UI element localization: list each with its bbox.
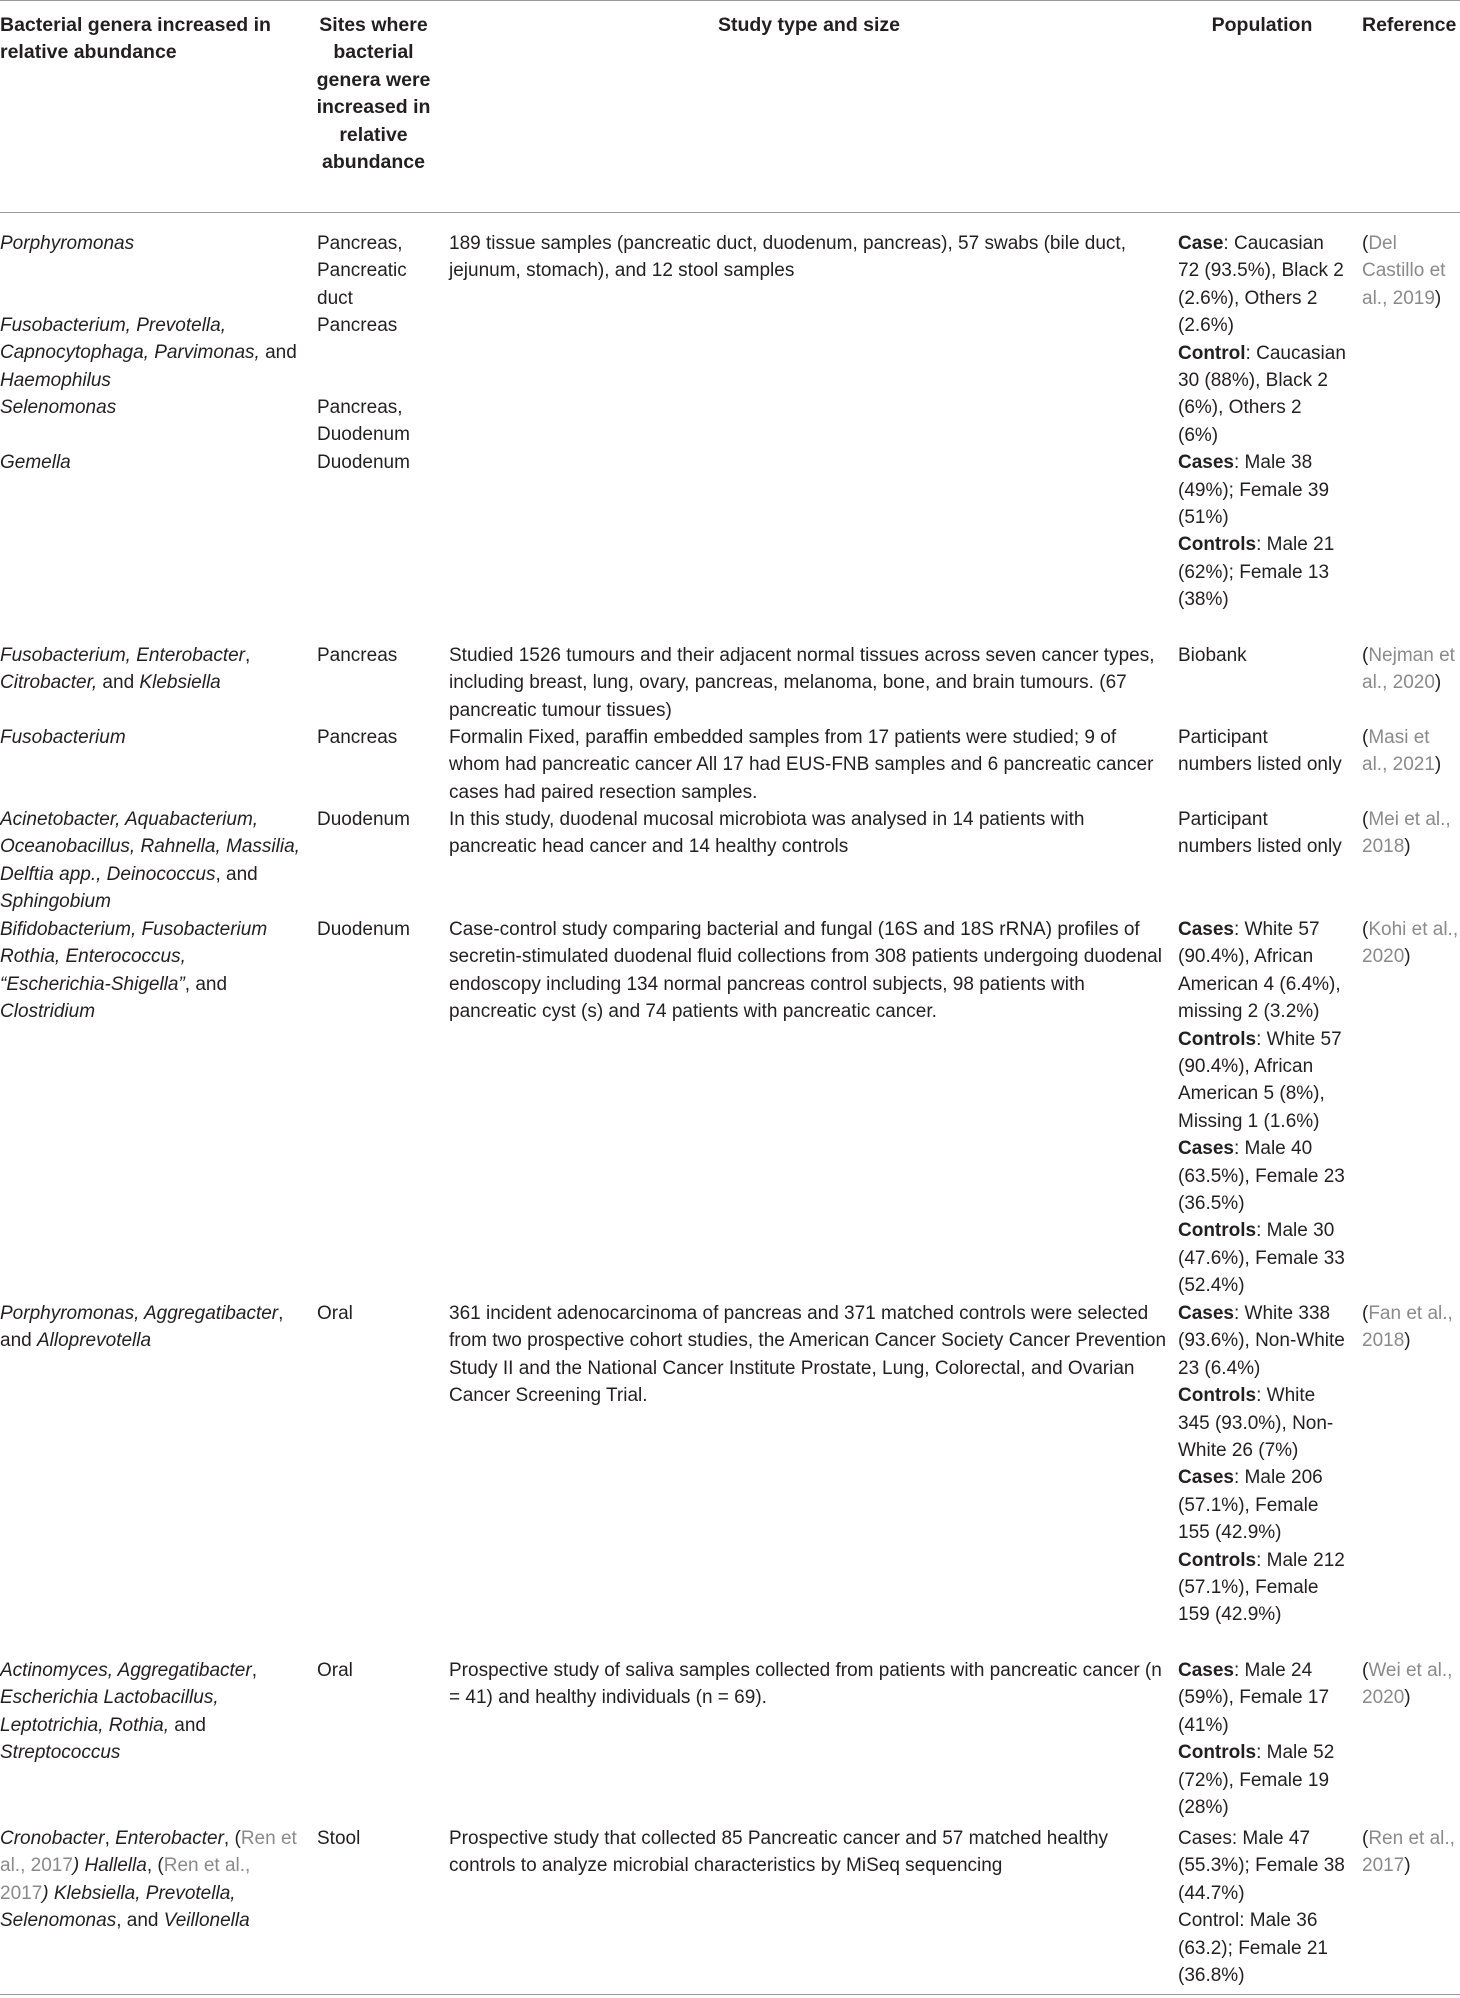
header-population: Population	[1211, 14, 1313, 36]
population-group-label: Controls	[1178, 1549, 1257, 1571]
reference-open-paren: (	[1362, 1828, 1369, 1849]
population-text: : Male 21 (62%); Female 13 (38%)	[1178, 534, 1335, 611]
population-text: : Caucasian 30 (88%), Black 2 (6%), Others 2 (6%)	[1178, 342, 1346, 446]
genus-text: Selenomonas	[0, 397, 117, 418]
genus-text: , and	[184, 973, 228, 995]
reference-link[interactable]: Ren et al., 2017	[1362, 1828, 1455, 1877]
header-rule	[0, 212, 1460, 213]
header-genera: Bacterial genera increased in relative abundance	[0, 14, 271, 64]
inline-reference-link[interactable]: Ren et al., 2017	[0, 1855, 251, 1904]
genus-text: , and	[116, 1910, 164, 1932]
population-entry	[1178, 1825, 1346, 1907]
genus-text: Sphingobium	[0, 891, 111, 913]
genera-cell	[0, 806, 300, 916]
genus-text: , (	[146, 1855, 164, 1877]
reference-link[interactable]: Nejman et al., 2020	[1362, 645, 1455, 694]
genera-cell	[0, 916, 300, 1026]
genus-text: Streptococcus	[0, 1742, 121, 1764]
population-text: : Caucasian 72 (93.5%), Black 2 (2.6%), Others 2 (2.6%)	[1178, 233, 1344, 337]
genus-text: Enterobacter	[115, 1828, 224, 1849]
study-cell: Prospective study that collected 85 Pancreatic cancer and 57 matched healthy controls to analyze microbial characteristics by MiSeq sequencing	[449, 1828, 1109, 1877]
reference-close-paren: )	[1404, 1687, 1411, 1709]
genus-text: Acinetobacter, Aquabacterium, Oceanobacillus, Rahnella, Massilia, Delftia app., Deinococcus	[0, 809, 300, 885]
reference-close-paren: )	[1404, 946, 1411, 968]
site-cell: Pancreas	[317, 315, 398, 336]
reference-close-paren: )	[1404, 1330, 1411, 1352]
population-cell	[1178, 230, 1346, 614]
population-text: : Male 24 (59%), Female 17 (41%)	[1178, 1660, 1330, 1736]
reference-link[interactable]: Fan et al., 2018	[1362, 1303, 1453, 1352]
study-cell: 189 tissue samples (pancreatic duct, duodenum, pancreas), 57 swabs (bile duct, jejunum, stomach), and 12 stool samples	[449, 233, 1126, 282]
reference-link[interactable]: Masi et al., 2021	[1362, 727, 1435, 776]
genus-text: and	[259, 342, 297, 364]
population-group-label: Case	[1178, 233, 1224, 254]
population-cell	[1178, 1825, 1346, 1989]
reference-link[interactable]: Wei et al., 2020	[1362, 1660, 1453, 1709]
site-cell: Pancreas, Pancreatic duct	[317, 233, 407, 309]
population-cell	[1178, 642, 1346, 669]
reference-cell	[1362, 724, 1460, 779]
genus-text: Klebsiella	[139, 672, 221, 694]
reference-close-paren: )	[1434, 672, 1442, 694]
site-cell: Oral	[317, 1660, 353, 1681]
reference-open-paren: (	[1362, 809, 1369, 830]
population-entry	[1178, 916, 1346, 1026]
site-cell: Duodenum	[317, 452, 410, 473]
population-group-label: Cases	[1178, 919, 1234, 940]
population-group-label: Controls	[1178, 1742, 1257, 1764]
population-entry	[1178, 1135, 1346, 1217]
genera-cell	[0, 1825, 300, 1935]
header-sites: Sites where bacterial genera were increased in relative abundance	[316, 14, 431, 174]
population-entry	[1178, 1907, 1346, 1989]
population-text: : Male 38 (49%); Female 39 (51%)	[1178, 452, 1330, 529]
genera-cell	[0, 449, 300, 476]
genera-cell	[0, 312, 300, 394]
population-entry	[1178, 1464, 1346, 1546]
reference-open-paren: (	[1362, 1303, 1369, 1324]
reference-open-paren: (	[1362, 727, 1369, 748]
population-entry	[1178, 1026, 1346, 1136]
reference-open-paren: (	[1362, 233, 1369, 254]
population-group-label: Cases	[1178, 1660, 1234, 1681]
reference-cell	[1362, 642, 1460, 697]
genus-text: Clostridium	[0, 1001, 96, 1023]
table-top-rule	[0, 0, 1460, 1]
reference-close-paren: )	[1434, 754, 1442, 776]
reference-cell	[1362, 1300, 1460, 1355]
site-cell: Duodenum	[317, 919, 410, 940]
genera-cell	[0, 394, 300, 421]
genus-text: Veillonella	[163, 1910, 250, 1932]
population-group-label: Controls	[1178, 534, 1257, 556]
reference-cell	[1362, 1657, 1460, 1712]
population-entry	[1178, 449, 1346, 531]
population-text: : White 57 (90.4%), African American 5 (8%), Missing 1 (1.6%)	[1178, 1028, 1342, 1132]
reference-close-paren: )	[1434, 287, 1442, 309]
population-entry	[1178, 724, 1346, 779]
population-group-label: Controls	[1178, 1028, 1257, 1050]
population-entry	[1178, 531, 1346, 613]
reference-close-paren: )	[1404, 836, 1411, 858]
population-entry	[1178, 1739, 1346, 1821]
header-study: Study type and size	[717, 14, 901, 36]
genus-text: Alloprevotella	[36, 1330, 152, 1352]
population-cell	[1178, 724, 1346, 779]
population-text: : White 57 (90.4%), African American 4 (6.4%), missing 2 (3.2%)	[1178, 919, 1341, 1023]
genus-text: , and	[0, 1303, 284, 1352]
genus-text: Haemophilus	[0, 369, 111, 391]
population-text: : Male 212 (57.1%), Female 159 (42.9%)	[1178, 1549, 1345, 1626]
site-cell: Stool	[317, 1828, 361, 1849]
genera-cell	[0, 724, 300, 751]
population-text: Cases: Male 47 (55.3%); Female 38 (44.7%)	[1178, 1828, 1345, 1904]
site-cell: Pancreas	[317, 645, 398, 666]
population-group-label: Cases	[1178, 1467, 1234, 1489]
population-group-label: Cases	[1178, 452, 1234, 474]
population-text: : Male 206 (57.1%), Female 155 (42.9%)	[1178, 1467, 1323, 1544]
population-entry	[1178, 806, 1346, 861]
genera-cell	[0, 642, 300, 697]
population-text: : Male 30 (47.6%), Female 33 (52.4%)	[1178, 1220, 1345, 1297]
genus-text: and	[97, 672, 140, 694]
population-group-label: Controls	[1178, 1220, 1257, 1242]
genus-text: Fusobacterium, Enterobacter	[0, 645, 246, 666]
study-cell: Prospective study of saliva samples collected from patients with pancreatic cancer (n = 41) and healthy individuals (n = 69).	[449, 1660, 1162, 1709]
genus-text: , and	[215, 863, 258, 885]
genus-text: ,	[245, 645, 251, 666]
genus-text: Actinomyces, Aggregatibacter	[0, 1660, 252, 1681]
genus-text: ,	[251, 1660, 257, 1681]
site-cell: Pancreas	[317, 727, 398, 748]
study-cell: Case-control study comparing bacterial and fungal (16S and 18S rRNA) profiles of secretin-stimulated duodenal fluid collections from 308 patients undergoing duodenal endoscopy including 134 normal pancreas control subjects, 98 patients with pancreatic cyst (s) and 74 patients with pancreatic cancer.	[449, 919, 1162, 1023]
population-entry	[1178, 1382, 1346, 1464]
population-cell	[1178, 1657, 1346, 1821]
study-cell: 361 incident adenocarcinoma of pancreas and 371 matched controls were selected from two prospective cohort studies, the American Cancer Society Cancer Prevention Study II and the National Cancer Institute Prostate, Lung, Colorectal, and Ovarian Cancer Screening Trial.	[449, 1303, 1167, 1407]
site-cell: Oral	[317, 1303, 353, 1324]
reference-link[interactable]: Mei et al., 2018	[1362, 809, 1451, 858]
study-cell: In this study, duodenal mucosal microbiota was analysed in 14 patients with pancreatic head cancer and 14 healthy controls	[449, 809, 1085, 858]
population-entry	[1178, 1547, 1346, 1629]
genus-text: Fusobacterium, Prevotella, Capnocytophaga, Parvimonas,	[0, 315, 260, 364]
genus-text: ) Klebsiella, Prevotella, Selenomonas	[0, 1882, 236, 1932]
population-group-label: Control	[1178, 342, 1246, 364]
population-text: Biobank	[1178, 645, 1247, 666]
genus-text: Fusobacterium	[0, 727, 126, 748]
population-entry	[1178, 230, 1346, 340]
population-entry	[1178, 1657, 1346, 1739]
reference-open-paren: (	[1362, 919, 1369, 940]
population-cell	[1178, 916, 1346, 1300]
genus-text: and	[169, 1714, 206, 1736]
population-entry	[1178, 340, 1346, 450]
reference-cell	[1362, 916, 1460, 971]
reference-cell	[1362, 1825, 1460, 1880]
genus-text: Escherichia Lactobacillus, Leptotrichia, Rothia,	[0, 1687, 219, 1736]
population-text: : Male 52 (72%), Female 19 (28%)	[1178, 1742, 1335, 1819]
genera-cell	[0, 1657, 300, 1767]
population-group-label: Cases	[1178, 1138, 1234, 1160]
genus-text: Gemella	[0, 452, 71, 473]
population-cell	[1178, 1300, 1346, 1629]
population-entry	[1178, 1300, 1346, 1382]
population-text: Participant numbers listed only	[1178, 727, 1342, 776]
genus-text: Cronobacter	[0, 1828, 105, 1849]
population-text: : White 338 (93.6%), Non-White 23 (6.4%)	[1178, 1303, 1345, 1379]
reference-cell	[1362, 806, 1460, 861]
site-cell: Pancreas, Duodenum	[317, 397, 410, 446]
genera-cell	[0, 1300, 300, 1355]
population-group-label: Cases	[1178, 1303, 1234, 1324]
reference-link[interactable]: Del Castillo et al., 2019	[1362, 233, 1446, 309]
genus-text: , (	[223, 1828, 241, 1849]
population-entry	[1178, 642, 1346, 669]
header-reference: Reference	[1362, 14, 1457, 36]
population-text: : Male 40 (63.5%), Female 23 (36.5%)	[1178, 1138, 1345, 1215]
reference-open-paren: (	[1362, 645, 1369, 666]
site-cell: Duodenum	[317, 809, 410, 830]
genera-cell	[0, 230, 300, 257]
genus-text: ,	[104, 1828, 116, 1849]
reference-close-paren: )	[1404, 1855, 1411, 1877]
population-entry	[1178, 1217, 1346, 1299]
reference-cell	[1362, 230, 1460, 312]
inline-reference-link[interactable]: Ren et al., 2017	[0, 1828, 297, 1877]
reference-link[interactable]: Kohi et al., 2020	[1362, 919, 1459, 968]
table-bottom-rule	[0, 1994, 1460, 1995]
population-cell	[1178, 806, 1346, 861]
genus-text: ) Hallella	[72, 1855, 147, 1877]
study-cell: Studied 1526 tumours and their adjacent normal tissues across seven cancer types, including breast, lung, ovary, pancreas, melanoma, bone, and brain tumours. (67 pancreatic tumour tissues)	[449, 645, 1155, 721]
genus-text: Porphyromonas, Aggregatibacter	[0, 1303, 279, 1324]
population-text: Control: Male 36 (63.2); Female 21 (36.8%)	[1178, 1910, 1328, 1987]
study-cell: Formalin Fixed, paraffin embedded samples from 17 patients were studied; 9 of whom had pancreatic cancer All 17 had EUS-FNB samples and 6 pancreatic cancer cases had paired resection samples.	[449, 727, 1154, 803]
population-text: : White 345 (93.0%), Non-White 26 (7%)	[1178, 1385, 1334, 1462]
genus-text: Bifidobacterium, Fusobacterium Rothia, Enterococcus, “Escherichia-Shigella”	[0, 919, 268, 995]
genus-text: Citrobacter,	[0, 672, 98, 694]
reference-open-paren: (	[1362, 1660, 1369, 1681]
genus-text: Porphyromonas	[0, 233, 135, 254]
population-group-label: Controls	[1178, 1385, 1257, 1407]
population-text: Participant numbers listed only	[1178, 809, 1342, 858]
